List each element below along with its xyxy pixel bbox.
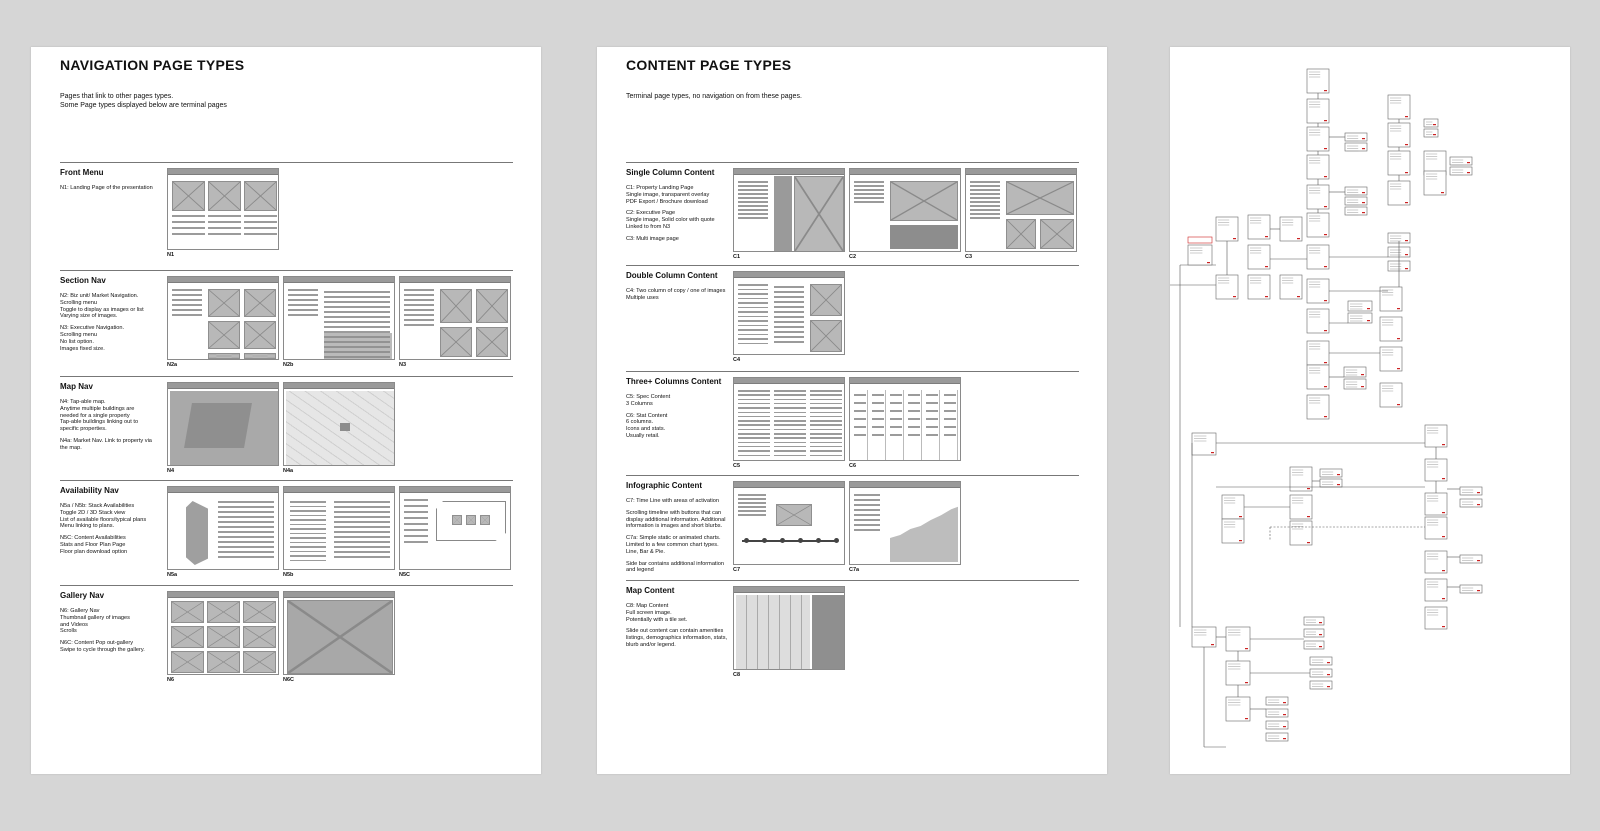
- flow-node: [1226, 697, 1250, 721]
- flow-node: [1310, 681, 1332, 689]
- wireframe: [399, 486, 511, 570]
- wireframe: [733, 271, 845, 355]
- description-line: List of available floors/typical plans: [60, 516, 147, 523]
- thumbnail-label: N4a: [283, 468, 294, 474]
- flow-node: [1388, 95, 1410, 119]
- wireframe: [733, 168, 845, 252]
- flow-node: [1425, 459, 1447, 481]
- flow-node: [1304, 617, 1324, 625]
- description-line: display additional information. Additional: [626, 516, 726, 523]
- sitemap-flow-sheet: [1170, 47, 1570, 774]
- section-description: [60, 399, 162, 452]
- flow-node: [1248, 215, 1270, 239]
- section-single-column-content: [626, 162, 1079, 270]
- description-line: Icons and stats.: [626, 426, 666, 433]
- image-placeholder: [171, 651, 204, 673]
- description-line: Floor plan download option: [60, 548, 128, 555]
- description-line: Toggle 2D / 3D Stack view: [60, 509, 126, 516]
- wireframe: [167, 168, 279, 250]
- wireframe: [283, 591, 395, 675]
- section-description: [60, 503, 162, 556]
- thumbnail-label: C7a: [849, 567, 860, 573]
- thumbnail-label: N4: [167, 468, 175, 474]
- flow-node: [1345, 187, 1367, 195]
- flow-node: [1290, 521, 1312, 545]
- description-line: Line, Bar & Pie.: [626, 548, 665, 555]
- description-line: listings, demographics information, stats,: [626, 635, 728, 642]
- description-line: 3 Columns: [626, 400, 653, 407]
- description-line: N4: Tap-able map.: [60, 399, 106, 405]
- flow-node: [1222, 495, 1244, 519]
- flow-node: [1344, 379, 1366, 389]
- flow-node: [1310, 669, 1332, 677]
- wireframe: [167, 486, 279, 570]
- image-placeholder: [172, 181, 205, 211]
- page-intro: [60, 92, 360, 110]
- section-description: [60, 608, 162, 654]
- section-map-nav: [60, 376, 513, 480]
- image-placeholder: [810, 284, 842, 316]
- flow-node: [1425, 493, 1447, 515]
- thumbnail-label: N3: [399, 362, 407, 368]
- section-description: [60, 293, 162, 352]
- section-front-menu: [60, 162, 513, 270]
- description-line: Tap-able buildings linking out to: [60, 419, 139, 426]
- image-placeholder: [810, 320, 842, 352]
- content-page-types-sheet: [597, 47, 1107, 774]
- section-description: [626, 603, 728, 649]
- flow-node: [1388, 123, 1410, 147]
- description-line: Scrolling menu: [60, 299, 97, 306]
- description-line: the map.: [60, 444, 82, 451]
- flow-node: [1216, 275, 1238, 299]
- sitemap-flow-diagram: [1170, 47, 1570, 774]
- flow-node: [1345, 207, 1367, 215]
- wireframe: [167, 276, 279, 360]
- description-line: Anytime multiple buildings are: [60, 405, 135, 412]
- flow-node: [1460, 499, 1482, 507]
- flow-node: [1280, 217, 1302, 241]
- description-line: C8: Map Content: [626, 603, 669, 609]
- flow-node: [1380, 317, 1402, 341]
- section-section-nav: [60, 270, 513, 376]
- description-line: C5: Spec Content: [626, 394, 671, 400]
- image-placeholder: [244, 181, 277, 211]
- description-line: Scrolling menu: [60, 331, 97, 338]
- intro-line: Some Page types displayed below are terminal pages: [60, 102, 227, 109]
- description-line: Limited to a few common chart types.: [626, 541, 719, 548]
- thumbnail-label: C8: [733, 672, 741, 678]
- image-placeholder: [208, 353, 240, 359]
- description-line: Toggle to display as images or list: [60, 306, 144, 313]
- section-title: Section Nav: [60, 276, 106, 285]
- image-placeholder: [1006, 181, 1074, 215]
- section-title: Map Content: [626, 586, 675, 595]
- description-line: and Videos: [60, 621, 88, 628]
- thumbnail-label: C2: [849, 254, 857, 260]
- section-map-content: [626, 580, 1079, 690]
- intro-line: Pages that link to other pages types.: [60, 93, 174, 100]
- wireframe: [733, 377, 845, 461]
- flow-node: [1307, 341, 1329, 365]
- description-line: C7a: Simple static or animated charts.: [626, 535, 721, 542]
- image-placeholder: [776, 504, 812, 526]
- flow-node: [1280, 275, 1302, 299]
- description-line: Stats and Floor Plan Page: [60, 541, 126, 548]
- description-line: C1: Property Landing Page: [626, 185, 694, 191]
- wireframe: [167, 591, 279, 675]
- thumbnail-label: N6: [167, 677, 175, 683]
- image-placeholder: [452, 515, 462, 525]
- flow-node: [1425, 517, 1447, 539]
- flow-node: [1248, 245, 1270, 269]
- flow-node: [1307, 69, 1329, 93]
- flow-node: [1266, 721, 1288, 729]
- flow-node: [1320, 469, 1342, 477]
- flow-node: [1304, 641, 1324, 649]
- flow-node: [1380, 383, 1402, 407]
- flow-node: [1307, 245, 1329, 269]
- image-placeholder: [480, 515, 490, 525]
- wireframe: [283, 486, 395, 570]
- description-line: Slide out content can contain amenities: [626, 628, 724, 635]
- flow-node: [1380, 347, 1402, 371]
- image-placeholder: [243, 601, 276, 623]
- thumbnail-label: C3: [965, 254, 973, 260]
- image-placeholder: [1006, 219, 1036, 249]
- wireframe: [849, 481, 961, 565]
- flow-node: [1460, 585, 1482, 593]
- flow-node: [1425, 425, 1447, 447]
- description-line: Usually retail.: [626, 432, 660, 439]
- flow-node: [1304, 629, 1324, 637]
- description-line: 6 columns.: [626, 419, 654, 426]
- wireframe: [283, 276, 395, 360]
- image-placeholder: [171, 601, 204, 623]
- flow-node: [1348, 301, 1372, 311]
- description-line: Scrolling timeline with buttons that can: [626, 509, 722, 516]
- description-line: blurb and/or legend.: [626, 641, 676, 648]
- section-title: Front Menu: [60, 168, 104, 177]
- section-title: Three+ Columns Content: [626, 377, 722, 386]
- flow-node: [1248, 275, 1270, 299]
- flow-node: [1320, 479, 1342, 487]
- description-line: information is images and short blurbs.: [626, 523, 723, 530]
- description-line: and legend: [626, 567, 654, 574]
- wireframe: [733, 586, 845, 670]
- thumbnail-label: N5b: [283, 572, 294, 578]
- flow-node: [1344, 367, 1366, 377]
- flow-node: [1192, 433, 1216, 455]
- section-title: Availability Nav: [60, 486, 119, 495]
- thumbnail-label: N5C: [399, 572, 411, 578]
- flow-node: [1424, 119, 1438, 127]
- thumbnail-label: N5a: [167, 572, 178, 578]
- description-line: Single image, Solid color with quote: [626, 217, 715, 224]
- section-title: Gallery Nav: [60, 591, 105, 600]
- image-placeholder: [244, 289, 276, 317]
- page-title: CONTENT PAGE TYPES: [626, 57, 792, 73]
- flow-node: [1345, 197, 1367, 205]
- flow-node: [1307, 395, 1329, 419]
- page-intro: [626, 92, 926, 101]
- description-line: N5a / N5b: Stack Availabilities: [60, 503, 135, 509]
- image-placeholder: [794, 176, 844, 252]
- flow-node: [1460, 487, 1482, 495]
- image-placeholder: [440, 327, 472, 357]
- wireframe: [849, 168, 961, 252]
- flow-node: [1216, 217, 1238, 241]
- section-three-columns-content: [626, 371, 1079, 475]
- image-placeholder: [208, 321, 240, 349]
- flow-node: [1424, 171, 1446, 195]
- description-line: C6: Stat Content: [626, 412, 668, 419]
- thumbnail-label: N1: [167, 252, 175, 258]
- thumbnail-label: N6C: [283, 677, 295, 683]
- description-line: needed for a single property: [60, 412, 130, 419]
- description-line: Images fixed size.: [60, 345, 105, 352]
- flow-node: [1226, 627, 1250, 651]
- section-availability-nav: [60, 480, 513, 585]
- section-double-column-content: [626, 265, 1079, 371]
- section-title: Single Column Content: [626, 168, 715, 177]
- image-placeholder: [287, 600, 393, 674]
- section-infographic-content: [626, 475, 1079, 580]
- flow-node: [1345, 133, 1367, 141]
- image-placeholder: [208, 289, 240, 317]
- flow-node: [1425, 579, 1447, 601]
- description-line: C4: Two column of copy / one of images: [626, 288, 726, 294]
- description-line: Multiple uses: [626, 294, 659, 301]
- flow-node: [1307, 309, 1329, 333]
- flow-node: [1425, 551, 1447, 573]
- flow-node: [1307, 213, 1329, 237]
- description-line: Linked to from N3: [626, 223, 671, 230]
- image-placeholder: [890, 181, 958, 221]
- description-line: C2: Executive Page: [626, 210, 676, 217]
- section-gallery-nav: [60, 585, 513, 695]
- wireframe: [167, 382, 279, 466]
- section-description: [626, 394, 728, 440]
- section-description: [626, 498, 728, 574]
- description-line: N3: Executive Navigation.: [60, 325, 125, 332]
- wireframe: [965, 168, 1077, 252]
- flow-node: [1425, 607, 1447, 629]
- image-placeholder: [466, 515, 476, 525]
- page-title: NAVIGATION PAGE TYPES: [60, 57, 245, 73]
- section-title: Infographic Content: [626, 481, 702, 490]
- description-line: Thumbnail gallery of images: [60, 614, 130, 621]
- description-line: PDF Export / Brochure download: [626, 198, 708, 205]
- flow-node: [1307, 155, 1329, 179]
- flow-node: [1460, 555, 1482, 563]
- section-description: [626, 185, 728, 243]
- flow-node: [1348, 313, 1372, 323]
- image-placeholder: [476, 327, 508, 357]
- flow-node: [1450, 157, 1472, 165]
- image-placeholder: [440, 289, 472, 323]
- flow-node: [1290, 467, 1312, 491]
- wireframe: [399, 276, 511, 360]
- description-line: N6: Gallery Nav: [60, 608, 100, 614]
- flow-node: [1266, 709, 1288, 717]
- flow-node: [1307, 99, 1329, 123]
- description-line: C3: Multi image page: [626, 235, 679, 242]
- description-line: N1: Landing Page of the presentation: [60, 185, 153, 191]
- description-line: Potentially with a tile set.: [626, 616, 688, 623]
- intro-line: Terminal page types, no navigation on from these pages.: [626, 93, 802, 100]
- image-placeholder: [207, 601, 240, 623]
- image-placeholder: [244, 353, 276, 359]
- section-description: [60, 185, 162, 192]
- description-line: Full screen image.: [626, 609, 672, 616]
- description-line: N2: Biz unit/ Market Navigation.: [60, 293, 139, 299]
- description-line: Single image, transparent overlay: [626, 191, 710, 198]
- flow-node: [1388, 151, 1410, 175]
- thumbnail-label: N2b: [283, 362, 294, 368]
- image-placeholder: [208, 181, 241, 211]
- flow-node: [1290, 495, 1312, 519]
- image-placeholder: [244, 321, 276, 349]
- thumbnail-label: C6: [849, 463, 857, 469]
- thumbnail-label: C4: [733, 357, 741, 363]
- flow-node: [1388, 181, 1410, 205]
- section-description: [626, 288, 728, 302]
- navigation-page-types-sheet: [31, 47, 541, 774]
- flow-node: [1424, 129, 1438, 137]
- wireframe: [733, 481, 845, 565]
- description-line: C7: Time Line with areas of activation: [626, 498, 719, 504]
- description-line: Swipe to cycle through the gallery.: [60, 646, 145, 653]
- image-placeholder: [243, 651, 276, 673]
- flow-node: [1307, 185, 1329, 209]
- flow-node: [1310, 657, 1332, 665]
- description-line: N6C: Content Pop out-gallery: [60, 640, 134, 647]
- flow-node: [1226, 661, 1250, 685]
- thumbnail-label: C5: [733, 463, 741, 469]
- description-line: Side bar contains additional information: [626, 560, 724, 567]
- image-placeholder: [207, 626, 240, 648]
- thumbnail-label: C7: [733, 567, 741, 573]
- image-placeholder: [1040, 219, 1074, 249]
- flow-node: [1266, 733, 1288, 741]
- image-placeholder: [243, 626, 276, 648]
- flow-node: [1307, 365, 1329, 389]
- description-line: N4a: Market Nav. Link to property via: [60, 437, 152, 444]
- description-line: Menu linking to plans.: [60, 523, 115, 530]
- description-line: No list option.: [60, 338, 94, 345]
- section-title: Map Nav: [60, 382, 93, 391]
- flow-node: [1266, 697, 1288, 705]
- flow-node: [1450, 167, 1472, 175]
- wireframe: [849, 377, 961, 461]
- description-line: specific properties.: [60, 426, 107, 433]
- description-line: Scrolls: [60, 628, 77, 635]
- wireframe: [283, 382, 395, 466]
- flow-node: [1307, 279, 1329, 303]
- image-placeholder: [171, 626, 204, 648]
- flow-node: [1345, 143, 1367, 151]
- description-line: N5C: Content Availabilities: [60, 535, 126, 542]
- description-line: Varying size of images.: [60, 313, 118, 320]
- flow-node: [1380, 287, 1402, 311]
- flow-node: [1307, 127, 1329, 151]
- flow-node: [1222, 519, 1244, 543]
- thumbnail-label: N2a: [167, 362, 178, 368]
- image-placeholder: [207, 651, 240, 673]
- section-title: Double Column Content: [626, 271, 718, 280]
- image-placeholder: [476, 289, 508, 323]
- thumbnail-label: C1: [733, 254, 741, 260]
